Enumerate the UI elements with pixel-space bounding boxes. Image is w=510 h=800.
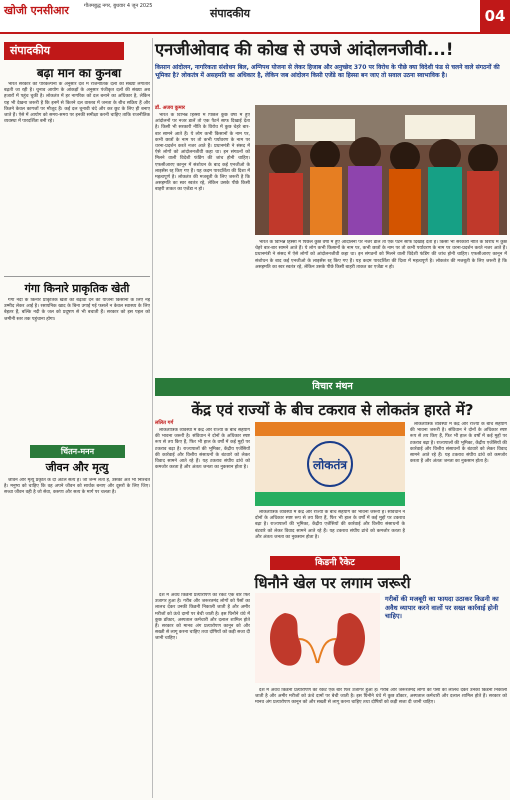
- vivad-body: [155, 428, 250, 550]
- dateline: गौतमबुद्ध नगर, बुधवार 4 जून 2025: [84, 3, 153, 9]
- divider: [4, 276, 150, 277]
- lead-paragraph: भारत के विभिन्न हिस्सों में पिछले कुछ वर्षों में हुए आंदोलनों पर नजर डालें तो एक पैटर्न साफ दिखाई देता है। किसी भी सरकारी नीति के विरोध में कुछ चेहरे बार-बार सामने आते हैं। ये लोग कभी किसानों के नाम पर, कभी छात्रों के नाम पर तो कभी पर्यावरण के नाम पर धरना-प्रदर्शन करते नजर आते हैं। प्रधानमंत्री ने संसद में ऐसे लोगों को आंदोलनजीवी कहा था। इन संगठनों को मिलने वाली विदेशी फंडिंग की जांच होनी चाहिए। एफसीआरए कानून में संशोधन के बाद कई एनजीओ के लाइसेंस रद्द किए गए हैं। यह कदम पारदर्शिता की दिशा में महत्वपूर्ण है। लोकतंत्र की मजबूती के लिए जरूरी है कि असहमति का स्वर स्वतंत्र रहे, लेकिन उसके पीछे किसी बाहरी ताकत का एजेंडा न हो।: [155, 113, 250, 193]
- kidney-headline: धिनौने खेल पर लगाम जरूरी: [254, 574, 411, 592]
- lead-deck: किसान आंदोलन, नागरिकता संशोधन बिल, अग्निपथ योजना से लेकर हिजाब और अनुच्छेद 370 पर विरोध के पीछे क्या विदेशी फंड से चलने वाले संगठनों की भूमिका है? लोकतंत्र में असहमति का अधिकार है, लेकिन जब आंदोलन किसी एजेंडे का हिस्सा बन जाए तो सवाल उठना स्वाभाविक है।: [155, 64, 500, 79]
- page-number: 04: [480, 0, 510, 32]
- chintan-label: चिंतन-मनन: [30, 445, 125, 458]
- newspaper-logo: खोजी एनसीआर: [4, 4, 69, 17]
- editorial-sub-body: [4, 298, 150, 438]
- editorial-sub-paragraph: गंगा नदी के किनारे प्राकृतिक खेती को बढ़ावा देने की योजना किसानों के लिए नई उम्मीद लेकर आई है। रसायनिक खाद के बिना उगाई गई फसलें न केवल स्वास्थ्य के लिए बेहतर हैं, बल्कि नदी के जल को प्रदूषण से भी बचाती हैं। सरकार को इस पहल को जमीनी स्तर तक पहुंचाना होगा।: [4, 298, 150, 322]
- poster-caption: लोकतंत्र: [313, 458, 347, 472]
- lead-paragraph-continued: भारत के विभिन्न हिस्सों में पिछले कुछ वर्षों में हुए आंदोलनों पर नजर डालें तो एक पैटर्न साफ दिखाई देता है। किसी भी सरकारी नीति के विरोध में कुछ चेहरे बार-बार सामने आते हैं। ये लोग कभी किसानों के नाम पर, कभी छात्रों के नाम पर तो कभी पर्यावरण के नाम पर धरना-प्रदर्शन करते नजर आते हैं। प्रधानमंत्री ने संसद में ऐसे लोगों को आंदोलनजीवी कहा था। इन संगठनों को मिलने वाली विदेशी फंडिंग की जांच होनी चाहिए। एफसीआरए कानून में संशोधन के बाद कई एनजीओ के लाइसेंस रद्द किए गए हैं। यह कदम पारदर्शिता की दिशा में महत्वपूर्ण है। लोकतंत्र की मजबूती के लिए जरूरी है कि असहमति का स्वर स्वतंत्र रहे, लेकिन उसके पीछे किसी बाहरी ताकत का एजेंडा न हो।: [255, 240, 507, 270]
- lead-byline: डॉ. अजय कुमार: [155, 105, 185, 111]
- editorial-body: [4, 82, 150, 272]
- kidney-paragraph-right: देश में अवैध किडनी प्रत्यारोपण का रैकेट एक बार फिर उजागर हुआ है। गरीब और जरूरतमंद लोगों को पैसों का लालच देकर उनकी किडनी निकाली जाती है और अमीर मरीजों को ऊंचे दामों पर बेची जाती है। इस घिनौने धंधे में कुछ डॉक्टर, अस्पताल कर्मचारी और दलाल शामिल होते हैं। सरकार को मानव अंग प्रत्यारोपण कानून को और सख्ती से लागू करना चाहिए तथा दोषियों को कड़ी सजा दी जानी चाहिए।: [255, 688, 507, 706]
- chintan-body: [4, 478, 150, 796]
- kidney-body: [155, 593, 250, 796]
- loktantra-poster-graphic: [255, 422, 405, 506]
- kidney-pullquote: गरीबों की मजबूरी का फायदा उठाकर किडनी का अवैध व्यापार करने वालों पर सख्त कार्रवाई होनी चाहिए।: [385, 595, 499, 620]
- chintan-title: जीवन और मृत्यु: [45, 461, 109, 474]
- vivad-category: विचार मंथन: [155, 378, 510, 396]
- vivad-byline: ललित गर्ग: [155, 420, 174, 426]
- kidney-paragraph: देश में अवैध किडनी प्रत्यारोपण का रैकेट एक बार फिर उजागर हुआ है। गरीब और जरूरतमंद लोगों को पैसों का लालच देकर उनकी किडनी निकाली जाती है और अमीर मरीजों को ऊंचे दामों पर बेची जाती है। इस घिनौने धंधे में कुछ डॉक्टर, अस्पताल कर्मचारी और दलाल शामिल होते हैं। सरकार को मानव अंग प्रत्यारोपण कानून को और सख्ती से लागू करना चाहिए तथा दोषियों को कड़ी सजा दी जानी चाहिए।: [155, 593, 250, 642]
- lead-headline: एनजीओवाद की कोख से उपजे आंदोलनजीवी...!: [155, 40, 454, 59]
- editorial-subhead: गंगा किनारे प्राकृतिक खेती: [24, 282, 130, 295]
- vivad-paragraph: लोकतांत्रिक व्यवस्था में केंद्र और राज्यों के बीच सहयोग की भावना जरूरी है। संविधान ने दोनों के अधिकार स्पष्ट रूप से तय किए हैं, फिर भी हाल के वर्षों में कई मुद्दों पर टकराव बढ़ा है। राज्यपालों की भूमिका, केंद्रीय एजेंसियों की कार्रवाई और वित्तीय संसाधनों के बंटवारे को लेकर विवाद सामने आते रहे हैं। यह टकराव संघीय ढांचे को कमजोर करता है और अंततः जनता का नुकसान होता है।: [155, 428, 250, 471]
- vivad-body-right: [410, 422, 507, 550]
- vivad-headline: केंद्र एवं राज्यों के बीच टकराव से लोकतंत्र हारते में?: [191, 401, 474, 419]
- chintan-paragraph: जीवन और मृत्यु प्रकृति के दो अटल सत्य हैं। जो जन्म लेता है, उसका अंत भी निश्चित है। मनुष्य को चाहिए कि वह अपने जीवन को सार्थक बनाए और दूसरों के लिए जिए। सच्चा जीवन वही है जो सेवा, करुणा और सत्य के मार्ग पर चलता है।: [4, 478, 150, 496]
- lead-body: [155, 113, 250, 375]
- vivad-body-bottom: [255, 510, 405, 550]
- lead-body-continued: [255, 240, 507, 375]
- kidney-graphic: [255, 593, 380, 683]
- vivad-paragraph-bottom: लोकतांत्रिक व्यवस्था में केंद्र और राज्यों के बीच सहयोग की भावना जरूरी है। संविधान ने दोनों के अधिकार स्पष्ट रूप से तय किए हैं, फिर भी हाल के वर्षों में कई मुद्दों पर टकराव बढ़ा है। राज्यपालों की भूमिका, केंद्रीय एजेंसियों की कार्रवाई और वित्तीय संसाधनों के बंटवारे को लेकर विवाद सामने आते रहे हैं। यह टकराव संघीय ढांचे को कमजोर करता है और अंततः जनता का नुकसान होता है।: [255, 510, 405, 540]
- masthead: [0, 0, 510, 34]
- loktantra-poster: [255, 422, 405, 506]
- vivad-paragraph-right: लोकतांत्रिक व्यवस्था में केंद्र और राज्यों के बीच सहयोग की भावना जरूरी है। संविधान ने दोनों के अधिकार स्पष्ट रूप से तय किए हैं, फिर भी हाल के वर्षों में कई मुद्दों पर टकराव बढ़ा है। राज्यपालों की भूमिका, केंद्रीय एजेंसियों की कार्रवाई और वित्तीय संसाधनों के बंटवारे को लेकर विवाद सामने आते रहे हैं। यह टकराव संघीय ढांचे को कमजोर करता है और अंततः जनता का नुकसान होता है।: [410, 422, 507, 465]
- editorial-title: बढ़ा मान का कुनबा: [36, 66, 122, 80]
- section-title: संपादकीय: [210, 7, 251, 20]
- kidney-body-right: [255, 688, 507, 796]
- kidney-photo: [255, 593, 380, 683]
- kidney-category: किडनी रैकेट: [270, 556, 400, 570]
- protest-photo-graphic: [255, 105, 507, 235]
- column-divider: [152, 38, 153, 798]
- editorial-column-label: संपादकीय: [4, 42, 124, 60]
- editorial-paragraph: भारत सरकार की परिकल्पना के अनुसार देश में राजनीतिक दलों की संख्या लगातार बढ़ती जा रही है। चुनाव आयोग के आंकड़ों के अनुसार पंजीकृत दलों की संख्या अब हजारों में पहुंच चुकी है। लोकतंत्र में हर नागरिक को दल बनाने का अधिकार है, लेकिन यह भी देखना जरूरी है कि इनमें से कितने दल वास्तव में जनता के बीच सक्रिय हैं और कितने केवल कागजों पर मौजूद हैं। कई दल चुनावी चंदे और कर छूट के लिए ही बनाए जाते हैं। ऐसे में आयोग को समय-समय पर इनकी समीक्षा करनी चाहिए ताकि राजनीतिक व्यवस्था में पारदर्शिता बनी रहे।: [4, 82, 150, 125]
- protest-photo: [255, 105, 507, 235]
